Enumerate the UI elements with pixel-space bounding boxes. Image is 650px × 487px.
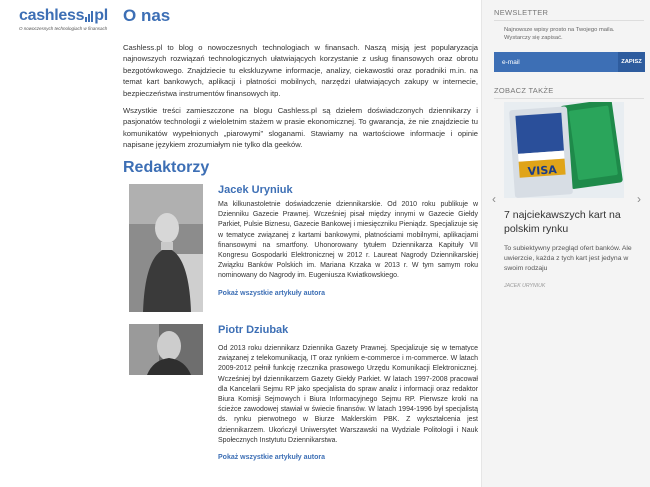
logo-suffix: pl <box>94 7 108 24</box>
editor-name[interactable]: Piotr Dziubak <box>218 324 289 336</box>
editor-photo-image <box>129 324 203 375</box>
card-brand-label: VISA <box>527 163 558 179</box>
editor-bio: Ma kilkunastoletnie doświadczenie dziennikarskie. Od 2010 roku publikuje w Dzienniku Gazecie Prawnej. Wcześniej pisał między innymi w Gazecie Giełdy Parkiet, Pulsie Biznesu, Gazecie Bankowej i miesięczniku Pieniądz. Specjalizuje się w tematyce związanej z kartami bankowymi, płatnościami mobilnymi, aplikacjami finansowymi na smartfony. Uhonorowany tytułem Dziennikarza Kapituły VII Kongresu Gospodarki Elektronicznej w 2012 r. Laureat Nagrody Dziennikarskiej Związku Banków Polskich im. Mariana Krzaka w 2013 r. W tym samym roku nominowany do Nagrody im. Eugeniusza Kwiatkowskiego. <box>218 201 478 280</box>
logo-text: cashless <box>19 7 85 24</box>
editor-photo <box>129 184 203 312</box>
logo-bars-icon <box>85 10 93 22</box>
promo-author: JACEK URYNIUK <box>504 283 546 289</box>
editor-photo-image <box>129 184 203 312</box>
main-content <box>123 6 478 462</box>
promo-image[interactable] <box>504 102 624 198</box>
site-logo[interactable] <box>19 8 114 31</box>
editor-articles-link[interactable]: Pokaż wszystkie artykuły autora <box>218 454 325 462</box>
divider <box>494 20 644 21</box>
email-input[interactable] <box>494 52 618 72</box>
subscribe-button[interactable]: ZAPISZ <box>618 52 645 72</box>
promo-title[interactable]: 7 najciekawszych kart na polskim rynku <box>504 209 621 235</box>
divider <box>494 98 644 99</box>
editor-bio: Od 2013 roku dziennikarz Dziennika Gazety Prawnej. Specjalizuje się w tematyce związanej z telekomunikacją, IT oraz rynkiem e-commerce i m-commerce. W latach 2009-2012 pełnił funkcję rzecznika prasowego Urzędu Komunikacji Elektronicznej. Wcześniej był dziennikarzem Gazety Giełdy Parkiet. W latach 1997-2008 pracował dla Kancelarii Sejmu RP jako specjalista do spraw analiz i informacji oraz redaktor Biura Komisji Sejmowych i Biura Informacyjnego Sejmu RP. Pierwsze kroki na ścieżce zawodowej stawiał w świecie finansów. W latach 1994-1996 był specjalistą ds. rynku pierwotnego w Biurze Maklerskim PBK. Z wykształcenia jest dziennikarzem. Ukończył Uniwersytet Warszawski na Wydziale Politologii i Nauk Społecznych Instytutu Dziennikarstwa. <box>218 345 478 444</box>
editor-name[interactable]: Jacek Uryniuk <box>218 184 293 196</box>
see-also-title: ZOBACZ TAKŻE <box>494 86 554 95</box>
editor-body <box>218 184 478 300</box>
logo-wordmark <box>19 8 114 24</box>
editor-body <box>218 324 478 464</box>
editors-title: Redaktorzy <box>123 158 210 176</box>
logo-tagline: O nowoczesnych technologiach w finansach <box>19 26 108 31</box>
newsletter-title: NEWSLETTER <box>494 8 549 17</box>
about-paragraph: Wszystkie treści zamieszczone na blogu Cashless.pl są dziełem doświadczonych dziennikarzy i pasjonatów technologii z wieloletnim stażem w prasie ekonomicznej. To gwarancja, że nie znajdziecie tu komunikatów wypełnionych „piarowymi” sloganami. Stawiamy na wartościowe informacje i opinie napisane językiem zrozumiałym nie tylko dla geeków. <box>123 106 478 150</box>
promo-description: To subiektywny przegląd ofert banków. Ale uwierzcie, każda z tych kart jest jedyna w swoim rodzaju <box>504 245 632 272</box>
newsletter-text: Najnowsze wpisy prosto na Twojego maila. Wystarczy się zapisać. <box>504 27 615 41</box>
carousel-prev-icon[interactable]: ‹ <box>492 192 496 206</box>
carousel-next-icon[interactable]: › <box>637 192 641 206</box>
editor-articles-link[interactable]: Pokaż wszystkie artykuły autora <box>218 289 325 297</box>
page-title: O nas <box>123 6 171 25</box>
editor-photo <box>129 324 203 375</box>
credit-cards-image <box>504 102 624 198</box>
about-paragraph: Cashless.pl to blog o nowoczesnych technologiach w finansach. Naszą misją jest popularyzacja najnowszych rozwiązań technologicznych ułatwiających korzystanie z usług finansowych oraz obrotu bezgotówkowego. Znajdziecie tu ekskluzywne informacje, analizy, ciekawostki oraz poradniki m.in. na temat kart bankowych, aplikacji i płatności mobilnych, narzędzi ułatwiających zakupy w internecie, bezpieczeństwa instrumentów finansowych itp. <box>123 43 478 98</box>
sidebar <box>481 0 650 487</box>
